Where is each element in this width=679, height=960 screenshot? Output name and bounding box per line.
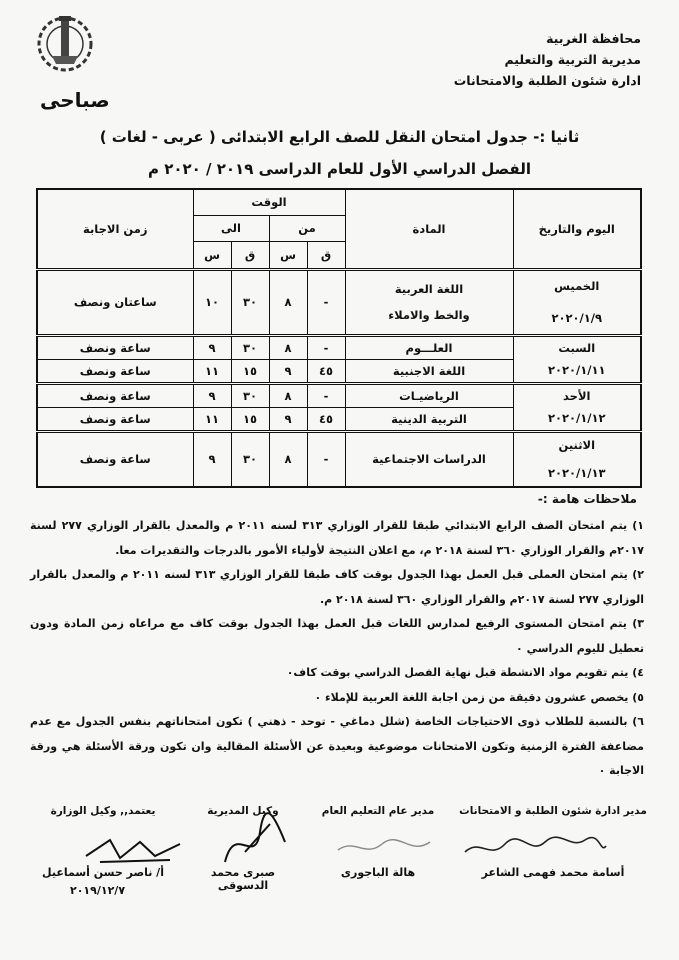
from-q-cell: - [307,269,345,335]
from-q-cell: ٤٥ [307,407,345,431]
sig-title-exams-director: مدير ادارة شئون الطلبة و الامتحانات [459,805,647,817]
day-name: الأحد [563,389,591,403]
day-name: الخميس [554,279,600,293]
day-name: الاثنين [558,438,596,453]
subject-cell: اللغة الاجنبية [345,359,513,383]
day-name: السبت [558,341,596,355]
to-q-cell: ٣٠ [231,335,269,359]
day-cell [513,269,641,335]
header-time: الوقت [193,189,345,215]
signature-scribble-icon [215,812,295,872]
header-day-date: اليوم والتاريخ [513,189,641,269]
to-s-cell: ١٠ [193,269,231,335]
header-to-s: س [193,241,231,269]
sig-name-deputy: صبرى محمد الدسوقى [210,866,276,892]
ministry-logo-icon [32,8,98,86]
table-row [37,383,641,407]
sig-title-approved: يعتمد,, وكيل الوزارة [50,805,156,817]
sig-name-exams-director: أسامة محمد فهمى الشاعر [481,866,625,879]
to-q-cell: ٣٠ [231,431,269,487]
subject-cell: الرياضيـات [345,383,513,407]
from-s-cell: ٨ [269,383,307,407]
subject-cell: الدراسات الاجتماعية [345,431,513,487]
page-title: ثانيا :- جدول امتحان النقل للصف الرابع الابتدائى ( عربى - لغات ) [99,128,580,146]
header-to: الى [193,215,269,241]
duration-cell: ساعة ونصف [37,407,193,431]
subject-line: اللغة العربية [394,282,464,296]
day-cell [513,335,641,383]
directorate-label: مديرية التربية والتعليم [504,52,641,67]
sig-name-general-director: هالة الباجورى [340,866,416,879]
signature-scribble-icon [460,830,610,864]
duration-cell: ساعة ونصف [37,359,193,383]
day-date: ٢٠٢٠/١/١٢ [547,411,606,425]
day-cell [513,431,641,487]
header-from: من [269,215,345,241]
day-date: ٢٠٢٠/١/٩ [551,311,602,325]
page-subtitle: الفصل الدراسي الأول للعام الدراسى ٢٠١٩ / ٢٠٢٠ م [147,160,532,178]
from-q-cell: - [307,383,345,407]
shift-label: صباحى [40,88,110,112]
day-date: ٢٠٢٠/١/١١ [547,363,606,377]
day-date: ٢٠٢٠/١/١٣ [547,466,606,481]
header-duration: زمن الاجابة [37,189,193,269]
sig-title-general-director: مدير عام التعليم العام [321,805,435,817]
from-s-cell: ٩ [269,359,307,383]
notes-list [30,514,644,784]
table-row [37,269,641,335]
to-q-cell: ٣٠ [231,383,269,407]
notes-title: ملاحظات هامة :- [537,492,637,506]
governorate-label: محافظة الغربية [546,31,641,46]
header-block [454,28,641,91]
subject-cell: العلـــوم [345,335,513,359]
signature-date: ٢٠١٩/١٢/٧ [70,884,126,897]
header-from-s: س [269,241,307,269]
duration-cell: ساعة ونصف [37,383,193,407]
day-cell [513,383,641,431]
to-q-cell: ١٥ [231,359,269,383]
table-row [37,335,641,359]
to-s-cell: ٩ [193,335,231,359]
note-item: ٤) يتم تقويم مواد الانشطة قبل نهاية الفصل الدراسي بوقت كاف٠ [286,666,644,679]
to-s-cell: ٩ [193,431,231,487]
from-s-cell: ٨ [269,431,307,487]
table-row [37,431,641,487]
sig-name-approved: أ/ ناصر حسن أسماعيل [42,866,164,879]
from-s-cell: ٨ [269,335,307,359]
to-q-cell: ١٥ [231,407,269,431]
department-label: ادارة شئون الطلبة والامتحانات [453,73,641,88]
note-item: ٥) يخصص عشرون دقيقة من زمن اجابة اللغة العربية للإملاء ٠ [314,690,644,704]
note-item: ٦) بالنسبة للطلاب ذوى الاحتياجات الخاصة (شلل دماغي - توحد - ذهني ) تكون امتحاناتهم بنفس الجدول مع عدم مضاعفة الفترة الزمنية وتكون الامتحانات موضوعية وبعيدة عن الأسئلة المقالية وان تكون ورقة الأسئلة هي ورقة الاجابة ٠ [30,715,644,777]
subject-cell: التربية الدينية [345,407,513,431]
duration-cell: ساعة ونصف [37,335,193,359]
subject-line: والخط والاملاء [388,308,470,322]
note-item: ١) يتم امتحان الصف الرابع الابتدائي طبقا للقرار الوزاري ٣١٣ لسنه ٢٠١١ م والمعدل بالقرار الوزاري ٢٧٧ لسنة ٢٠١٧م والقرار الوزاري ٣٦٠ لسنة ٢٠١٨ م، مع اعلان النتيجة لأولياء الأمور بالدرجات والتقديرات معا. [30,519,645,557]
note-item: ٢) يتم امتحان العملى قبل العمل بهذا الجدول بوقت كاف طبقا للقرار الوزاري ٣١٣ لسنه ٢٠١١ م والمعدل بالقرار الوزاري ٢٧٧ لسنة ٢٠١٧م والقرار الوزاري ٣٦٠ لسنة ٢٠١٨ م. [30,568,644,606]
signature-scribble-icon [330,832,440,862]
from-q-cell: - [307,431,345,487]
duration-cell: ساعتان ونصف [37,269,193,335]
to-s-cell: ١١ [193,407,231,431]
duration-cell: ساعة ونصف [37,431,193,487]
header-to-q: ق [231,241,269,269]
exam-schedule-table [36,188,642,488]
header-subject: المادة [345,189,513,269]
header-from-q: ق [307,241,345,269]
note-item: ٣) يتم امتحان المستوى الرفيع لمدارس اللغات قبل العمل بهذا الجدول بوقت كاف مع مراعاه زمن المادة ودون تعطيل لليوم الدراسي ٠ [30,617,644,655]
signature-scribble-icon [80,830,190,870]
from-q-cell: - [307,335,345,359]
from-s-cell: ٩ [269,407,307,431]
to-s-cell: ٩ [193,383,231,407]
subject-cell [345,269,513,335]
to-q-cell: ٣٠ [231,269,269,335]
from-s-cell: ٨ [269,269,307,335]
to-s-cell: ١١ [193,359,231,383]
sig-title-deputy: وكيل المديرية [207,805,279,817]
from-q-cell: ٤٥ [307,359,345,383]
